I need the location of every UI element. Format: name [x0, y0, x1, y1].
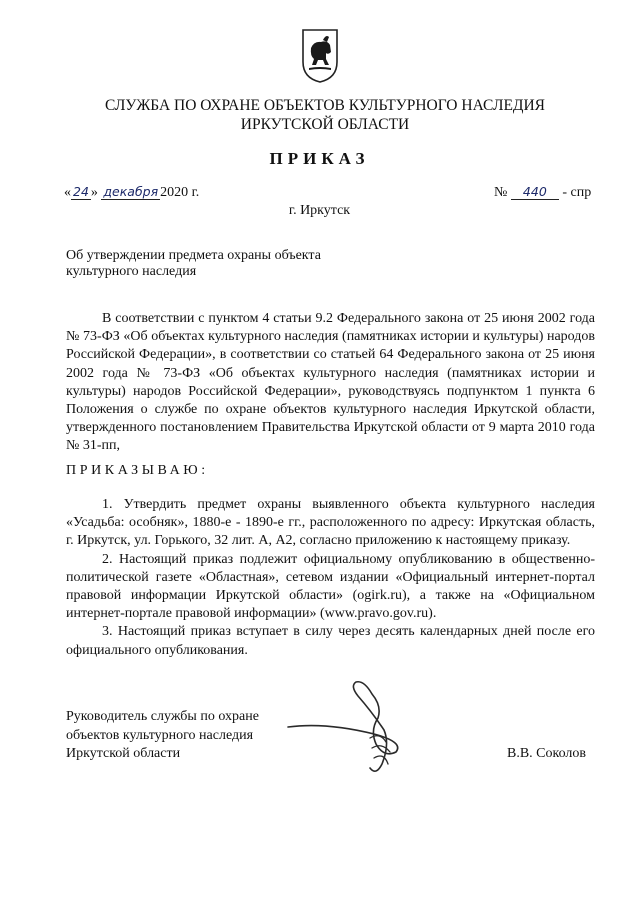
date-close-quote: »: [90, 185, 98, 200]
document-city: г. Иркутск: [288, 203, 351, 218]
intro-paragraph: [66, 310, 595, 456]
order-item: 2. Настоящий приказ подлежит официальному опубликованию в общественно-политической газете «Областная», сетевом издании «Официальный интернет-портал правовой информации Иркутской области» (ogirk.ru), а также на «Официальном интернет-портале правовой информации» (www.pravo.gov.ru).: [66, 551, 595, 622]
document-subject: Об утверждении предмета охраны объекта культурного наследия: [66, 248, 321, 279]
document-title: ПРИКАЗ: [269, 149, 370, 168]
signatory-name: В.В. Соколов: [507, 746, 587, 761]
coat-of-arms-icon: [300, 28, 340, 84]
order-word: ПРИКАЗЫВАЮ:: [66, 463, 209, 478]
position-line: Руководитель службы по охране: [66, 709, 259, 724]
number-value: 440: [511, 184, 559, 200]
order-item: 3. Настоящий приказ вступает в силу через десять календарных дней после его официального опубликования.: [66, 624, 595, 658]
order-items: [66, 496, 595, 660]
order-item: 1. Утвердить предмет охраны выявленного объекта культурного наследия «Усадьба: особняк», 1880-е - 1890-е гг., расположенного по адресу: Иркутская область, г. Иркутск, ул. Горького, 32 лит. А, А2, согласно приложению к настоящему приказу.: [66, 497, 595, 549]
document-number: [494, 184, 591, 201]
date-open-quote: «: [64, 185, 71, 200]
number-prefix: №: [494, 185, 508, 200]
date-year: 2020 г.: [160, 185, 200, 200]
organization-name: СЛУЖБА ПО ОХРАНЕ ОБЪЕКТОВ КУЛЬТУРНОГО НАСЛЕДИЯ ИРКУТСКОЙ ОБЛАСТИ: [104, 97, 546, 133]
intro-text: В соответствии с пунктом 4 статьи 9.2 Федерального закона от 25 июня 2002 года № 73-ФЗ «Об объектах культурного наследия (памятниках истории и культуры) народов Российской Федерации», в соответствии со статьей 64 Федерального закона от 25 июня 2002 года № 73-ФЗ «Об объектах культурного наследия (памятниках истории и культуры) народов Российской Федерации», руководствуясь подпунктом 1 пункта 6 Положения о службе по охране объектов культурного наследия Иркутской области, утвержденного постановлением Правительства Иркутской области от 9 марта 2010 года № 31-пп,: [66, 311, 595, 454]
position-line: объектов культурного наследия: [66, 727, 254, 743]
signatory-position: [66, 708, 259, 764]
date-day: 24: [73, 184, 89, 199]
position-line: Иркутской области: [66, 746, 181, 761]
document-date: [64, 184, 199, 201]
date-month: декабря: [103, 184, 159, 199]
number-suffix: - спр: [562, 185, 592, 200]
handwritten-signature: [286, 672, 436, 792]
